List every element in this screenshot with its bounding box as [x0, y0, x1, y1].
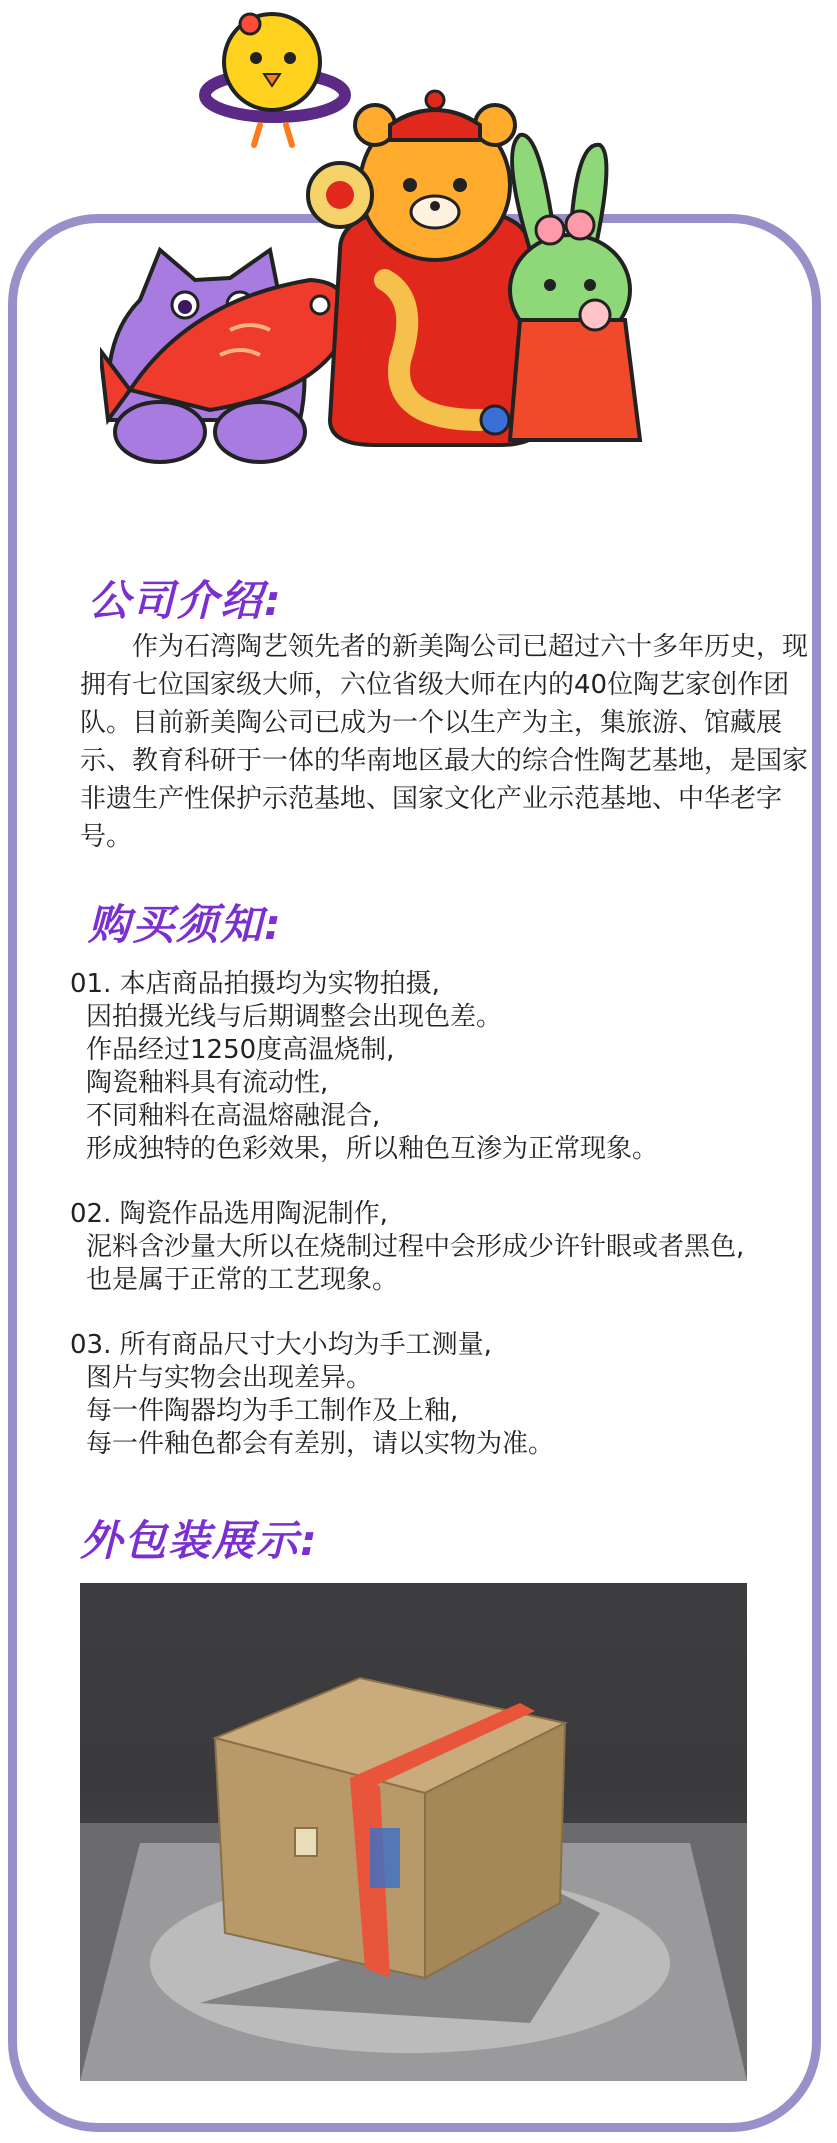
notice-line: 每一件釉色都会有差别，请以实物为准。: [86, 1429, 555, 1459]
green-rabbit-mascot-icon: [510, 135, 640, 440]
packaging-heading: 外包装展示:: [80, 1516, 319, 1565]
bear-mascot-icon: [308, 91, 545, 445]
notice-item: [70, 968, 830, 1166]
notice-item: [70, 1198, 830, 1297]
intro-body: 作为石湾陶艺领先者的新美陶公司已超过六十多年历史，现拥有七位国家级大师，六位省级大师在内的40位陶艺家创作团队。目前新美陶公司已成为一个以生产为主，集旅游、馆藏展示、教育科研于一体的华南地区最大的综合性陶艺基地，是国家非遗生产性保护示范基地、国家文化产业示范基地、中华老字号。: [80, 632, 809, 852]
packaging-box-image: [80, 1583, 747, 2081]
notice-item: [70, 1329, 830, 1461]
packaging-photo: [80, 1583, 747, 2081]
notice-line: 陶瓷釉料具有流动性,: [86, 1068, 329, 1098]
notice-line: 也是属于正常的工艺现象。: [86, 1265, 399, 1295]
chick-mascot-icon: [205, 14, 345, 145]
mascot-illustration: [100, 0, 700, 465]
notice-line: 因拍摄光线与后期调整会出现色差。: [86, 1002, 503, 1032]
notice-line: 泥料含沙量大所以在烧制过程中会形成少许针眼或者黑色,: [86, 1232, 745, 1262]
notice-line: 图片与实物会出现差异。: [86, 1363, 373, 1393]
notice-line: 每一件陶器均为手工制作及上釉,: [86, 1396, 459, 1426]
notice-line: 作品经过1250度高温烧制,: [86, 1035, 395, 1065]
notice-list: [70, 968, 830, 1493]
notice-line: 01. 本店商品拍摄均为实物拍摄,: [70, 969, 440, 999]
notice-line: 不同釉料在高温熔融混合,: [86, 1101, 381, 1131]
notice-line: 形成独特的色彩效果，所以釉色互渗为正常现象。: [86, 1134, 659, 1164]
notice-line: 03. 所有商品尺寸大小均为手工测量,: [70, 1330, 492, 1360]
notice-heading: 购买须知:: [88, 900, 283, 949]
notice-line: 02. 陶瓷作品选用陶泥制作,: [70, 1199, 388, 1229]
intro-heading: 公司介绍:: [88, 576, 283, 625]
